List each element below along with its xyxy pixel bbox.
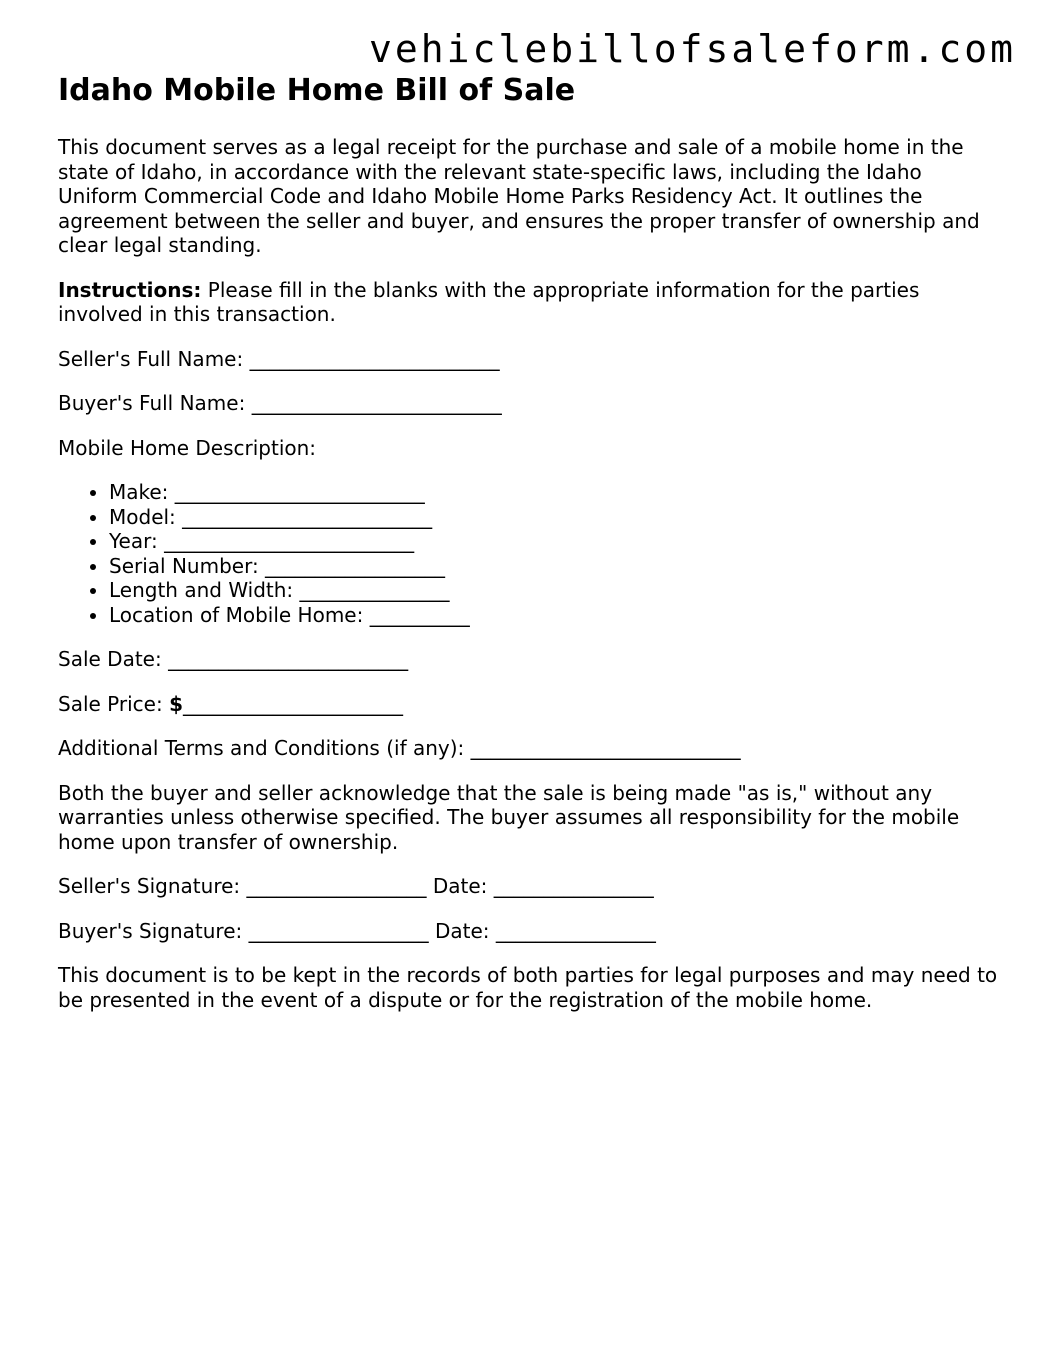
currency-symbol: $ [169, 691, 183, 716]
buyer-signature-line[interactable]: Buyer's Signature: __________________ Date: ________________ [58, 918, 656, 943]
seller-signature-line[interactable]: Seller's Signature: __________________ Date: ________________ [58, 874, 654, 898]
sale-price-field[interactable] [58, 692, 998, 717]
closing-paragraph: This document is to be kept in the records of both parties for legal purposes and may need to be presented in the event of a dispute or for the registration of the mobile home. [58, 963, 998, 1012]
seller-name-field[interactable]: Seller's Full Name: _________________________ [58, 346, 500, 371]
buyer-name-field[interactable]: Buyer's Full Name: _________________________ [58, 391, 502, 415]
model-field[interactable]: • Model: _________________________ [109, 505, 998, 530]
intro-paragraph: This document serves as a legal receipt for the purchase and sale of a mobile home in the state of Idaho, in accordance with the relevant state-specific laws, including the Idaho Uniform Commercial Code and Idaho Mobile Home Parks Residency Act. It outlines the agreement between the seller and buyer, and ensures the proper transfer of ownership and clear legal standing. [58, 135, 980, 257]
sale-price-blank[interactable]: ______________________ [182, 691, 403, 716]
make-field[interactable]: • Make: _________________________ [109, 480, 998, 505]
instructions-text: Please fill in the blanks with the appropriate information for the parties involved in this transaction. [58, 277, 920, 326]
additional-terms-field[interactable]: Additional Terms and Conditions (if any): ___________________________ [58, 736, 741, 760]
instructions-paragraph [58, 278, 998, 327]
watermark: vehiclebillofsaleform.com [369, 27, 1016, 71]
sale-date-field[interactable]: Sale Date: ________________________ [58, 647, 409, 671]
as-is-paragraph: Both the buyer and seller acknowledge that the sale is being made "as is," without any warranties unless otherwise specified. The buyer assumes all responsibility for the mobile home upon transfer of ownership. [58, 780, 960, 854]
location-field[interactable]: • Location of Mobile Home: __________ [109, 603, 998, 628]
description-list [58, 480, 998, 627]
document-title: Idaho Mobile Home Bill of Sale [58, 73, 576, 108]
description-heading: Mobile Home Description: [58, 435, 317, 460]
instructions-label: Instructions: [58, 277, 202, 302]
document-body [58, 72, 998, 1032]
year-field[interactable]: • Year: _________________________ [109, 529, 998, 554]
serial-number-field[interactable]: • Serial Number: __________________ [109, 554, 998, 579]
sale-price-label: Sale Price: [58, 691, 170, 716]
length-width-field[interactable]: • Length and Width: _______________ [109, 578, 998, 603]
